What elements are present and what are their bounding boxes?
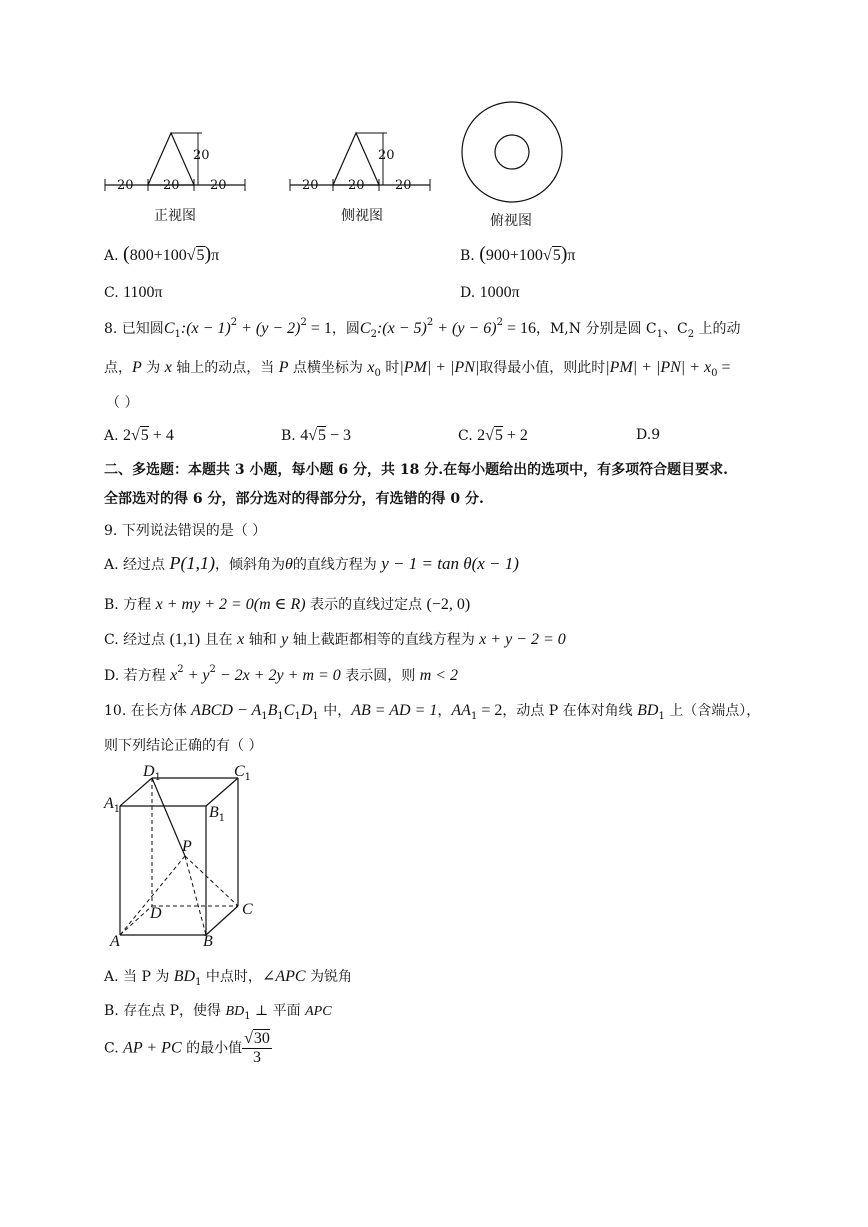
label-d1: $D_1$ bbox=[143, 763, 161, 783]
front-dim-2: 20 bbox=[163, 178, 180, 193]
q8-option-b: B. 4√5 − 3 bbox=[281, 427, 352, 444]
front-dim-h: 20 bbox=[193, 148, 210, 163]
side-dim-2: 20 bbox=[348, 178, 365, 193]
label-b: B bbox=[203, 933, 213, 950]
q8-option-c: C. 2√5 + 2 bbox=[458, 427, 528, 444]
section-2-heading-line-1: 二、多选题：本题共 3 小题，每小题 6 分，共 18 分.在每小题给出的选项中，有多项符合题目要求. bbox=[104, 462, 728, 478]
q8-answer-parens: （ ） bbox=[106, 395, 139, 411]
q9-stem: 9. 下列说法错误的是（ ） bbox=[104, 523, 267, 539]
q7-option-a: A. (800+100√5)π bbox=[104, 243, 220, 265]
q10-option-b: B. 存在点 P，使得 $BD_1$ ⊥ 平面 APC bbox=[104, 1003, 332, 1022]
q9-option-c: C. 经过点 (1,1) 且在 x 轴和 y 轴上截距都相等的直线方程为 x + y − 2 = 0 bbox=[104, 631, 566, 648]
q7-option-b: B. (900+100√5)π bbox=[460, 243, 576, 265]
q8-option-d: D.9 bbox=[636, 427, 661, 443]
q9-option-b: B. 方程 x + my + 2 = 0(m ∈ R) 表示的直线过定点 (−2, 0) bbox=[104, 596, 471, 613]
q10-line-2: 则下列结论正确的有（ ） bbox=[104, 738, 263, 754]
label-p: P bbox=[182, 838, 192, 855]
side-dim-1: 20 bbox=[302, 178, 319, 193]
side-dim-3: 20 bbox=[395, 178, 412, 193]
label-b1: $B_1$ bbox=[209, 804, 226, 824]
q8-line-2: 点，P 为 x 轴上的动点，当 P 点横坐标为 $x_0$ 时|PM| + |PN|取得最小值，则此时$|PM| + |PN| + x_0$ = bbox=[104, 359, 731, 379]
label-d: D bbox=[150, 905, 162, 922]
q7-option-d: D. 1000π bbox=[460, 284, 520, 301]
side-view-diagram bbox=[285, 125, 435, 215]
label-c: C bbox=[242, 901, 253, 918]
front-view-caption: 正视图 bbox=[154, 208, 196, 224]
label-a1: $A_1$ bbox=[104, 795, 121, 815]
section-2-heading-line-2: 全部选对的得 6 分，部分选对的得部分分，有选错的得 0 分. bbox=[104, 491, 484, 507]
q8-line-1: 8. 已知圆$C_1:(x - 1)^2 + (y - 2)^2 = 1$，圆$C_2:(x - 5)^2 + (y - 6)^2 = 16$，M,N 分别是圆 $C_1$、$C_2$ 上的动 bbox=[104, 317, 741, 340]
label-c1: $C_1$ bbox=[234, 763, 252, 783]
q10-option-a: A. 当 P 为 $BD_1$ 中点时，∠APC 为锐角 bbox=[104, 968, 353, 988]
top-view-caption: 俯视图 bbox=[490, 213, 532, 229]
q7-option-c: C. 1100π bbox=[104, 284, 163, 301]
q10-line-1: 10. 在长方体 ABCD − $A_1B_1C_1D_1$ 中，AB = AD = 1，$AA_1 = 2$，动点 P 在体对角线 $BD_1$ 上（含端点）， bbox=[104, 702, 761, 722]
side-dim-h: 20 bbox=[378, 148, 395, 163]
top-view-diagram bbox=[460, 100, 564, 204]
q9-option-d: D. 若方程 $x^2 + y^2 - 2x + 2y + m = 0$ 表示圆，则 m < 2 bbox=[104, 664, 459, 684]
label-a: A bbox=[110, 933, 120, 950]
front-dim-1: 20 bbox=[117, 178, 134, 193]
q8-option-a: A. 2√5 + 4 bbox=[104, 427, 174, 444]
front-view-diagram bbox=[100, 125, 250, 215]
front-dim-3: 20 bbox=[210, 178, 227, 193]
q9-option-a: A. 经过点 P(1,1)，倾斜角为θ的直线方程为 y − 1 = tan θ(x − 1) bbox=[104, 553, 519, 573]
side-view-caption: 侧视图 bbox=[341, 208, 383, 224]
min-value-fraction: $\frac{√30}{3}$ bbox=[244, 1030, 270, 1066]
q10-option-c: C. AP + PC 的最小值 $\frac{√30}{3}$ bbox=[104, 1030, 270, 1066]
